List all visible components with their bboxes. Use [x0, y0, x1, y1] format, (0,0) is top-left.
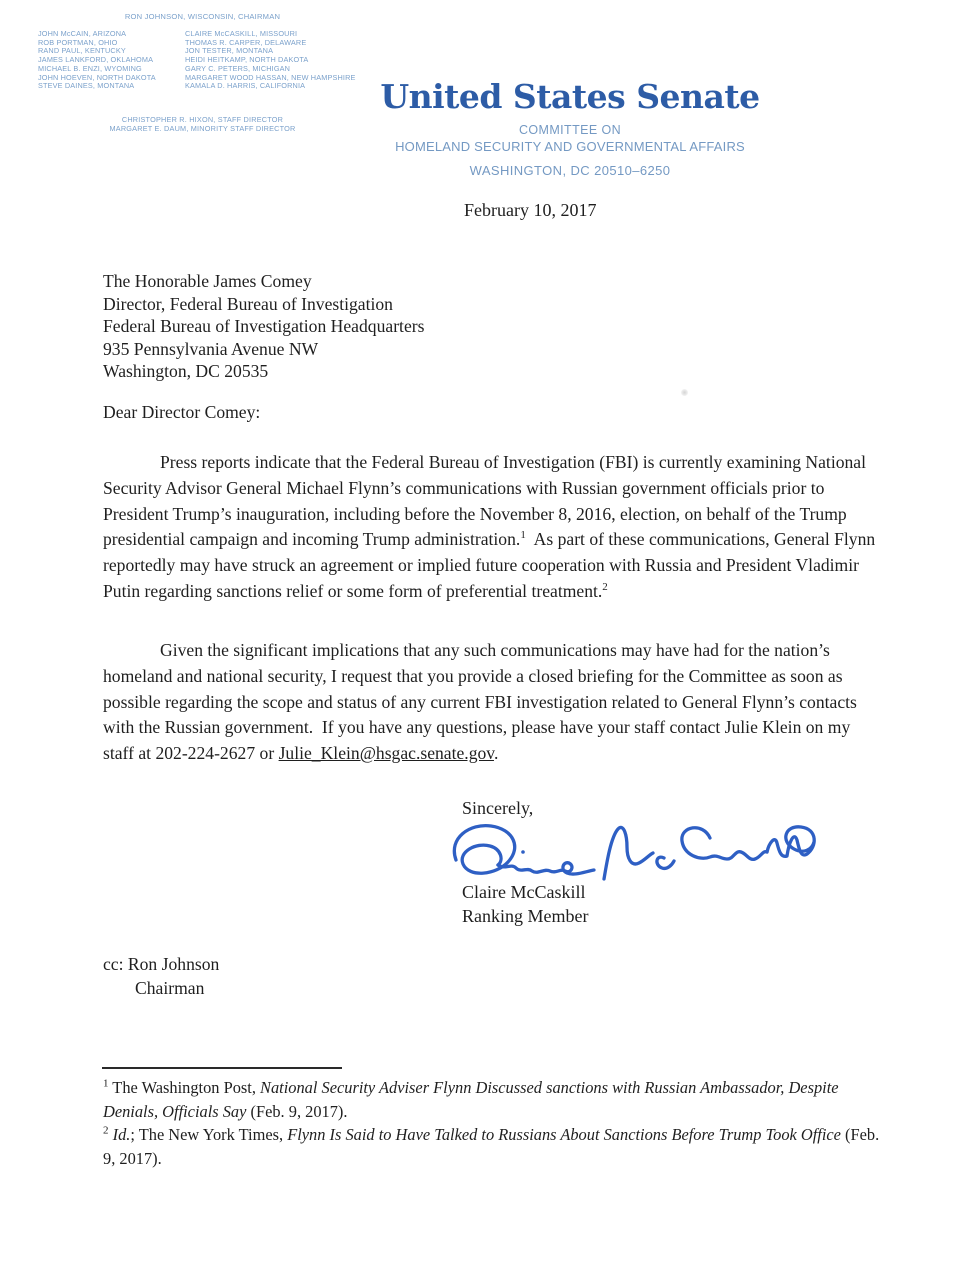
signer-title: Ranking Member [462, 906, 589, 926]
list-line: MARGARET WOOD HASSAN, NEW HAMPSHIRE [185, 72, 356, 82]
letterhead-masthead-block [360, 77, 780, 178]
paragraph-text [103, 640, 857, 763]
cc-block [103, 953, 219, 1000]
footnote-marker: 1 [520, 529, 526, 542]
list-line: JON TESTER, MONTANA [185, 46, 274, 56]
member-columns [30, 30, 375, 91]
footnote-marker: 1 [103, 1077, 109, 1090]
list-line: MICHAEL B. ENZI, WYOMING [38, 63, 142, 73]
cc-name-line: cc: Ron Johnson [103, 954, 220, 974]
list-line: ROB PORTMAN, OHIO [38, 37, 118, 47]
text-run: . [493, 743, 499, 764]
minority-staff-director-line: MARGARET E. DAUM, MINORITY STAFF DIRECTOR [109, 123, 296, 133]
senate-masthead: United States Senate [380, 77, 760, 116]
list-line: STEVE DAINES, MONTANA [38, 81, 135, 91]
text-run: As part of these communications, General Flynn reportedly may have struck an agreement or implied future cooperation with Russia and President Vladimir Putin regarding sanctions relief or some form of preferential treatment. [103, 529, 876, 601]
cited-title: National Security Adviser Flynn Discussed sanctions with Russian Ambassador, Despite Denials, Officials Say [103, 1078, 839, 1121]
committee-address-line: WASHINGTON, DC 20510–6250 [469, 163, 671, 178]
letterhead-roster [30, 12, 375, 133]
cited-title: Id. [112, 1125, 131, 1145]
text-run: (Feb. 9, 2017). [246, 1101, 348, 1121]
list-line: The Honorable James Comey [103, 271, 312, 291]
list-line: Federal Bureau of Investigation Headquarters [103, 316, 425, 337]
list-line: JAMES LANKFORD, OKLAHOMA [38, 55, 154, 65]
list-line: RAND PAUL, KENTUCKY [38, 46, 126, 56]
signature-image [446, 816, 818, 890]
text-run: (Feb. 9, 2017). [103, 1125, 880, 1168]
members-majority-column [38, 30, 185, 91]
list-line: HEIDI HEITKAMP, NORTH DAKOTA [185, 55, 309, 65]
list-line: GARY C. PETERS, MICHIGAN [185, 63, 291, 73]
list-line: KAMALA D. HARRIS, CALIFORNIA [185, 81, 306, 91]
closing-salutation: Sincerely, [462, 798, 534, 818]
text-run: Press reports indicate that the Federal Bureau of Investigation (FBI) is currently examining National Security Advisor General Michael Flynn’s communications with Russian government officials prior to President Trump’s inauguration, including before the November 8, 2016, election, on behalf of the Trump presidential campaign and incoming Trump administration. [103, 452, 867, 550]
cited-title: Flynn Is Said to Have Talked to Russians About Sanctions Before Trump Took Office [287, 1125, 841, 1145]
cc-title-line: Chairman [135, 977, 205, 998]
footnotes-block [103, 1076, 885, 1170]
text-run: Given the significant implications that any such communications may have had for the nation’s homeland and national security, I request that you provide a closed briefing for the Committee as soon as possible regarding the scope and status of any current FBI investigation related to General Flynn’s contacts with the Russian government. If you have any questions, please have your staff contact Julie Klein on my staff at 202-224-2627 or [103, 640, 857, 764]
scan-artifact-speck [681, 389, 688, 396]
members-minority-column [185, 30, 375, 91]
chairman-line: RON JOHNSON, WISCONSIN, CHAIRMAN [124, 12, 281, 21]
footnote-1 [103, 1076, 885, 1123]
list-line: CLAIRE McCASKILL, MISSOURI [185, 29, 298, 38]
body-paragraph-1 [103, 450, 877, 605]
body-paragraph-2 [103, 638, 877, 767]
recipient-address-block [103, 270, 424, 383]
paragraph-text [103, 452, 875, 601]
letter-date: February 10, 2017 [464, 200, 597, 220]
list-line: JOHN HOEVEN, NORTH DAKOTA [38, 72, 156, 82]
staff-director-line: CHRISTOPHER R. HIXON, STAFF DIRECTOR [121, 114, 284, 124]
salutation: Dear Director Comey: [103, 402, 261, 422]
signer-name: Claire McCaskill [462, 882, 586, 902]
committee-line-2: HOMELAND SECURITY AND GOVERNMENTAL AFFAIRS [395, 139, 745, 154]
list-line: THOMAS R. CARPER, DELAWARE [185, 37, 307, 47]
list-line: 935 Pennsylvania Avenue NW [103, 338, 319, 359]
text-run: The Washington Post, [108, 1078, 261, 1097]
committee-line-1: COMMITTEE ON [518, 123, 622, 137]
footnote-marker: 2 [602, 581, 608, 594]
staff-directors [30, 115, 375, 133]
list-line: Washington, DC 20535 [103, 361, 269, 382]
footnote-2 [103, 1123, 885, 1170]
list-line: Director, Federal Bureau of Investigation [103, 293, 393, 314]
footnote-marker: 2 [103, 1124, 109, 1137]
email-address: Julie_Klein@hsgac.senate.gov [278, 743, 494, 764]
list-line: JOHN McCAIN, ARIZONA [38, 29, 127, 38]
text-run: ; The New York Times, [130, 1125, 288, 1145]
footnote-separator-rule [102, 1067, 342, 1069]
